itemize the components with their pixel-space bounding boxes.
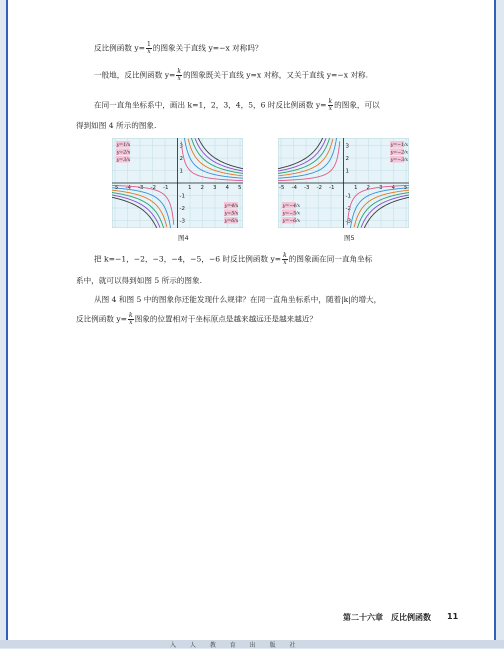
fraction-denominator: x: [328, 105, 333, 112]
curve-label: y=3/x: [116, 158, 131, 163]
y-tick-label: 3: [345, 143, 349, 150]
paragraph-question-2-cont: [76, 313, 317, 326]
y-tick-label: 3: [179, 143, 183, 150]
paragraph-general: [94, 69, 368, 82]
y-tick-label: 1: [345, 168, 349, 175]
x-tick-label: -5: [279, 185, 285, 191]
x-tick-label: -1: [163, 185, 169, 191]
curve-label: y=2/x: [116, 150, 131, 156]
curve-label: y=−6/x: [282, 219, 301, 224]
curve-label: y=−2/x: [390, 150, 409, 156]
fraction-denominator: x: [147, 48, 151, 55]
fraction-numerator: 1: [147, 41, 151, 48]
fraction-denominator: x: [177, 75, 181, 82]
curve-label: y=−1/x: [390, 143, 409, 148]
x-tick-label: -4: [125, 185, 131, 191]
paragraph-draw: [94, 99, 380, 112]
x-tick-label: 3: [379, 185, 383, 191]
text-segment: 反比例函数 y=: [94, 43, 146, 53]
paragraph-question-2: 从图 4 和图 5 中的图象你还能发现什么规律？在同一直角坐标系中，随着|k|的增大，: [94, 295, 382, 304]
y-tick-label: -3: [179, 218, 185, 225]
fraction: [176, 69, 182, 82]
page-number: 11: [447, 612, 459, 621]
text-segment: 的图象画在同一直角坐标: [288, 254, 373, 264]
text-segment: 图象的位置相对于坐标原点是越来越远还是越来越近？: [134, 314, 317, 324]
x-tick-label: -2: [316, 185, 322, 191]
y-tick-label: -2: [345, 206, 351, 212]
y-tick-label: -1: [179, 193, 185, 200]
x-tick-label: 5: [238, 185, 242, 191]
fraction: [128, 313, 134, 326]
figure-4: [112, 138, 243, 228]
fraction-numerator: k: [129, 312, 133, 319]
x-tick-label: 4: [391, 185, 395, 191]
textbook-page: [6, 0, 496, 640]
chapter-title: 第二十六章 反比例函数: [343, 613, 431, 622]
x-tick-label: -2: [150, 185, 156, 191]
x-tick-label: 2: [200, 185, 204, 191]
x-tick-label: 5: [404, 185, 408, 191]
curve-label: y=−5/x: [282, 211, 301, 217]
figure-5-caption: 图5: [344, 234, 355, 242]
y-tick-label: -2: [179, 206, 185, 212]
curve-label: y=4/x: [224, 204, 239, 209]
fraction: [146, 42, 152, 55]
paragraph-question-1: [94, 42, 263, 55]
y-tick-label: -1: [345, 193, 351, 200]
x-tick-label: 1: [354, 185, 358, 191]
x-tick-label: -5: [113, 185, 119, 191]
text-segment: 反比例函数 y=: [76, 314, 128, 324]
fraction-denominator: x: [283, 259, 287, 266]
fraction-numerator: k: [283, 252, 287, 259]
paragraph-negative-k-cont: 系中，就可以得到如图 5 所示的图象.: [76, 276, 202, 285]
y-tick-label: 1: [179, 168, 183, 175]
x-tick-label: -3: [138, 185, 144, 191]
x-tick-label: 2: [366, 185, 370, 191]
curve-label: y=−3/x: [390, 158, 409, 163]
fraction-numerator: k: [328, 98, 333, 105]
fraction-numerator: k: [177, 68, 182, 75]
curve-label: y=1/x: [116, 143, 131, 148]
curve-label: y=5/x: [224, 211, 239, 217]
x-tick-label: 3: [213, 185, 217, 191]
fraction: [282, 253, 288, 266]
text-segment: 的图象，可以: [334, 100, 380, 110]
figure-4-caption: 图4: [178, 234, 189, 242]
text-segment: 在同一直角坐标系中，画出 k=1，2，3，4，5，6 时反比例函数 y=: [94, 100, 327, 110]
fraction: [328, 99, 334, 112]
y-tick-label: 2: [179, 156, 183, 162]
fraction-denominator: x: [129, 319, 133, 326]
curve-label: y=−4/x: [282, 204, 301, 209]
paragraph-draw-cont: 得到如图 4 所示的图象.: [76, 121, 157, 130]
x-tick-label: 4: [225, 185, 229, 191]
figure-5: [278, 138, 409, 228]
publisher-text: 入 人 教 育 出 版 社: [170, 642, 302, 649]
text-segment: 把 k=−1，−2，−3，−4，−5，−6 时反比例函数 y=: [94, 254, 282, 264]
paragraph-negative-k: [94, 253, 372, 266]
y-tick-label: -3: [345, 218, 351, 225]
curve-label: y=6/x: [224, 219, 239, 224]
y-tick-label: 2: [345, 156, 349, 162]
text-segment: 的图象既关于直线 y=x 对称，又关于直线 y=−x 对称.: [183, 70, 369, 80]
text-segment: 一般地，反比例函数 y=: [94, 70, 176, 80]
text-segment: 的图象关于直线 y=−x 对称吗？: [152, 43, 263, 53]
x-tick-label: -1: [329, 185, 335, 191]
x-tick-label: 1: [188, 185, 192, 191]
x-tick-label: -4: [291, 185, 297, 191]
x-tick-label: -3: [304, 185, 310, 191]
